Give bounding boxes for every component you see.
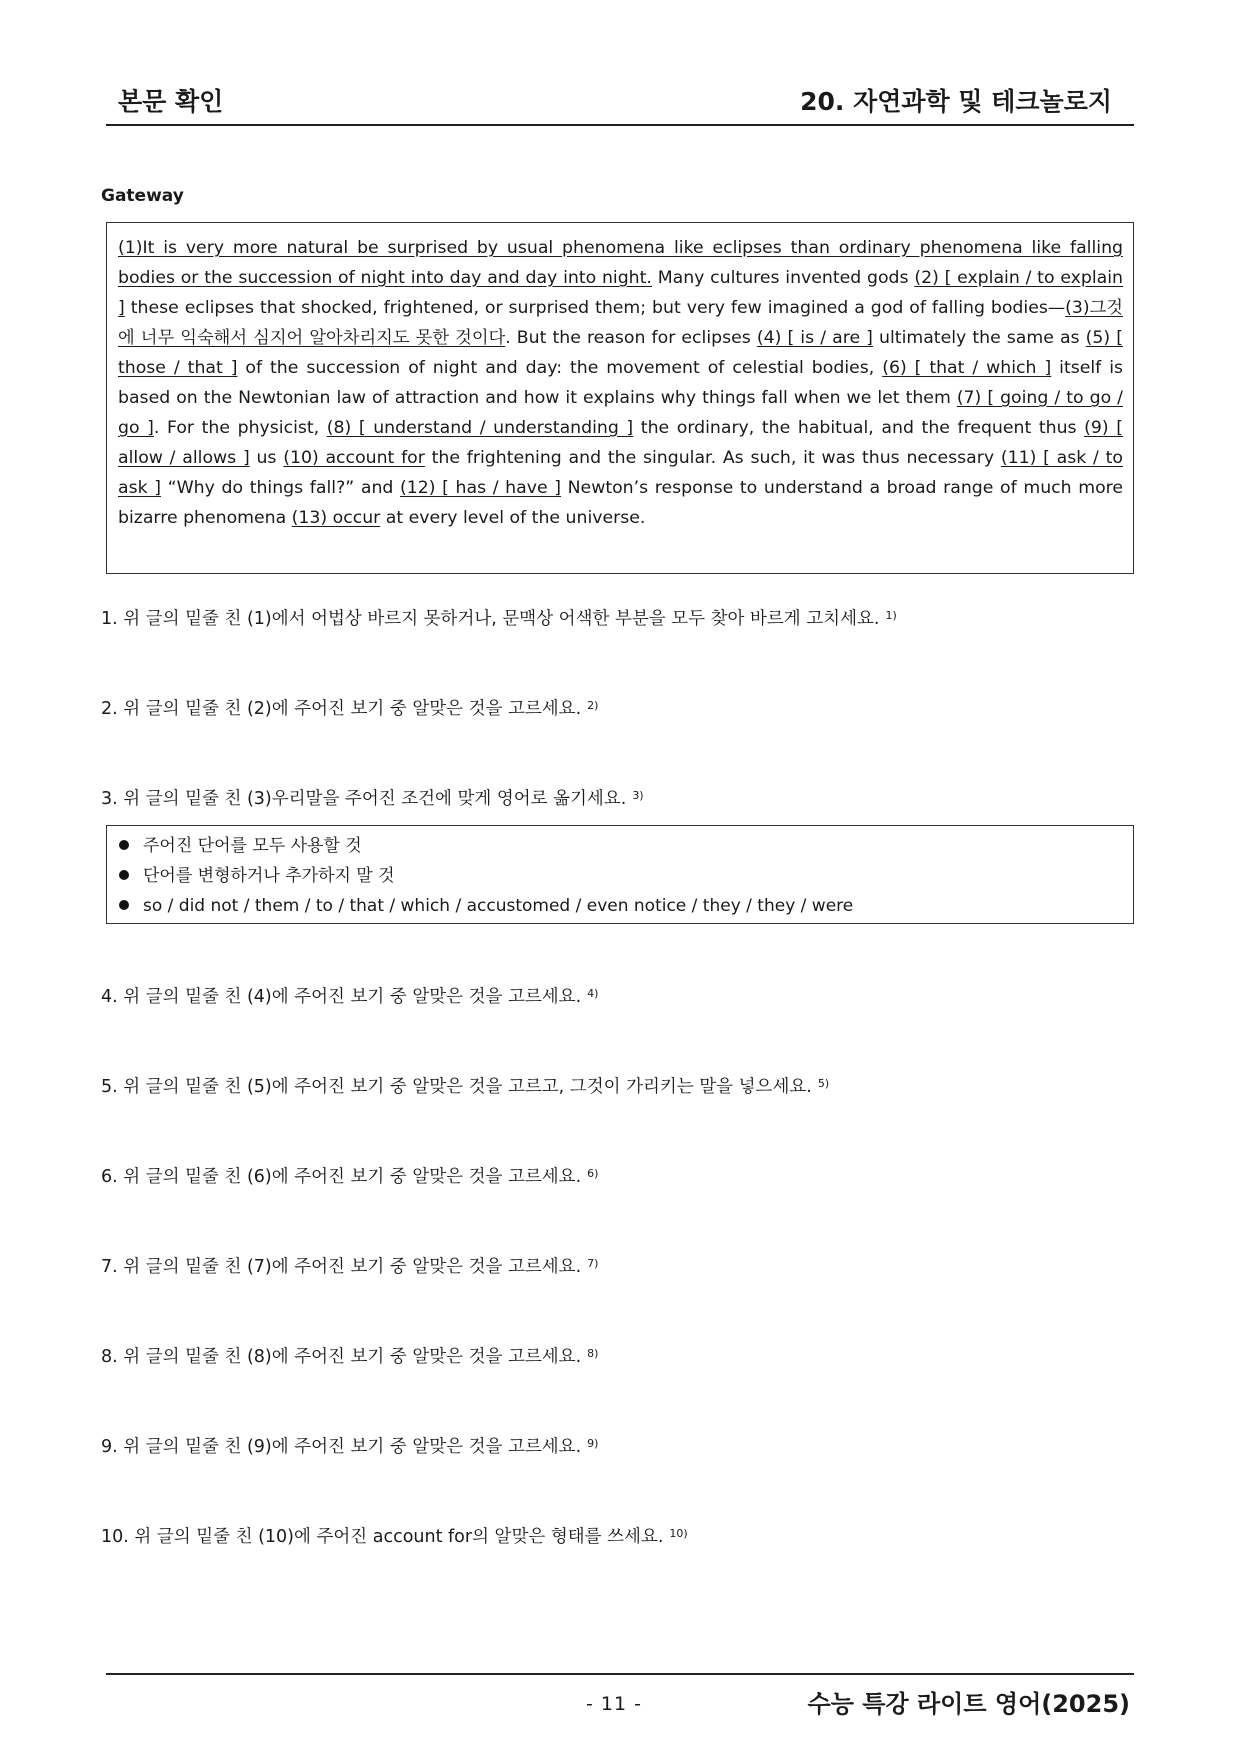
passage-text: ultimately the same as	[872, 328, 1086, 348]
passage-underline-5: (5) [ those / that ]	[118, 328, 1123, 378]
passage-underline-6: (6) [ that / which ]	[882, 358, 1052, 378]
condition-item	[119, 861, 1133, 891]
footnote-ref: 9)	[587, 1437, 599, 1450]
question-text: 5. 위 글의 밑줄 친 (5)에 주어진 보기 중 알맞은 것을 고르고, 그것이 가리키는 말을 넣으세요.	[101, 1077, 812, 1097]
question-9	[101, 1433, 598, 1458]
question-text: 4. 위 글의 밑줄 친 (4)에 주어진 보기 중 알맞은 것을 고르세요.	[101, 987, 582, 1007]
passage-underline-8: (8) [ understand / understanding ]	[326, 418, 634, 438]
passage-text: “Why do things fall?” and	[161, 478, 401, 498]
condition-text: 주어진 단어를 모두 사용할 것	[143, 836, 362, 856]
header-chapter-title: 20. 자연과학 및 테크놀로지	[800, 87, 1112, 116]
passage-underline-7: (7) [ going / to go / go ]	[118, 388, 1123, 438]
footer-divider	[106, 1673, 1134, 1675]
question-text: 9. 위 글의 밑줄 친 (9)에 주어진 보기 중 알맞은 것을 고르세요.	[101, 1437, 582, 1457]
passage-text: itself is based on the Newtonian law of attraction and how it explains why things fall when we let them	[118, 358, 1123, 408]
condition-item	[119, 891, 1133, 921]
passage-underline-13: (13) occur	[291, 508, 381, 528]
footnote-ref: 5)	[817, 1077, 830, 1090]
page-number: - 11 -	[586, 1693, 642, 1715]
passage-underline-2: (2) [ explain / to explain ]	[118, 268, 1123, 318]
question-text: 6. 위 글의 밑줄 친 (6)에 주어진 보기 중 알맞은 것을 고르세요.	[101, 1167, 582, 1187]
question-text: 1. 위 글의 밑줄 친 (1)에서 어법상 바르지 못하거나, 문맥상 어색한 부분을 모두 찾아 바르게 고치세요.	[101, 609, 880, 629]
page-header	[106, 80, 1134, 126]
bullet-icon	[119, 840, 129, 850]
section-label: Gateway	[101, 186, 184, 206]
question-3	[101, 785, 644, 810]
passage-text: at every level of the universe.	[380, 508, 646, 528]
condition-text: so / did not / them / to / that / which / accustomed / even notice / they / they / were	[143, 896, 854, 916]
passage-text: the frightening and the singular. As such, it was thus necessary	[424, 448, 1001, 468]
conditions-box	[106, 825, 1134, 924]
passage-underline-1: (1)It is very more natural be surprised by usual phenomena like eclipses than ordinary phenomena like falling bodies or the succession of night into day and day into night.	[118, 238, 1123, 288]
footnote-ref: 1)	[885, 609, 897, 622]
condition-text: 단어를 변형하거나 추가하지 말 것	[143, 866, 395, 886]
footnote-ref: 4)	[587, 987, 599, 1000]
passage-text: . But the reason for eclipses	[505, 328, 757, 348]
passage-text: of the succession of night and day: the movement of celestial bodies,	[237, 358, 883, 378]
condition-item	[119, 831, 1133, 861]
question-1	[101, 605, 897, 630]
passage-text: us	[249, 448, 284, 468]
passage-underline-12: (12) [ has / have ]	[400, 478, 561, 498]
passage-text: Newton’s response to understand a broad range of much more bizarre phenomena	[118, 478, 1124, 528]
header-divider	[106, 124, 1134, 126]
footnote-ref: 6)	[587, 1167, 599, 1180]
passage-underline-4: (4) [ is / are ]	[756, 328, 873, 348]
question-5	[101, 1073, 829, 1098]
question-text: 3. 위 글의 밑줄 친 (3)우리말을 주어진 조건에 맞게 영어로 옮기세요.	[101, 789, 627, 809]
passage-underline-10: (10) account for	[283, 448, 425, 468]
header-section-title: 본문 확인	[118, 87, 224, 116]
question-text: 2. 위 글의 밑줄 친 (2)에 주어진 보기 중 알맞은 것을 고르세요.	[101, 699, 582, 719]
question-text: 10. 위 글의 밑줄 친 (10)에 주어진 account for의 알맞은 형태를 쓰세요.	[101, 1527, 664, 1547]
question-7	[101, 1253, 598, 1278]
passage-underline-11: (11) [ ask / to ask ]	[118, 448, 1123, 498]
passage-text: these eclipses that shocked, frightened, or surprised them; but very few imagined a god of falling bodies—	[124, 298, 1066, 318]
question-2	[101, 695, 598, 720]
passage-box	[106, 222, 1134, 574]
footnote-ref: 2)	[587, 699, 599, 712]
bullet-icon	[119, 900, 129, 910]
footnote-ref: 3)	[632, 789, 644, 802]
question-text: 7. 위 글의 밑줄 친 (7)에 주어진 보기 중 알맞은 것을 고르세요.	[101, 1257, 582, 1277]
footnote-ref: 8)	[587, 1347, 599, 1360]
passage-text: the ordinary, the habitual, and the frequent thus	[633, 418, 1085, 438]
passage-underline-3: (3)그것에 너무 익숙해서 심지어 알아차리지도 못한 것이다	[118, 298, 1123, 348]
question-10	[101, 1523, 688, 1548]
passage-text: Many cultures invented gods	[651, 268, 915, 288]
footnote-ref: 7)	[587, 1257, 599, 1270]
footnote-ref: 10)	[669, 1527, 688, 1540]
footer-book-title: 수능 특강 라이트 영어(2025)	[807, 1690, 1130, 1718]
question-6	[101, 1163, 598, 1188]
passage-text: . For the physicist,	[153, 418, 327, 438]
question-text: 8. 위 글의 밑줄 친 (8)에 주어진 보기 중 알맞은 것을 고르세요.	[101, 1347, 582, 1367]
question-4	[101, 983, 598, 1008]
bullet-icon	[119, 870, 129, 880]
passage-underline-9: (9) [ allow / allows ]	[118, 418, 1124, 468]
question-8	[101, 1343, 598, 1368]
